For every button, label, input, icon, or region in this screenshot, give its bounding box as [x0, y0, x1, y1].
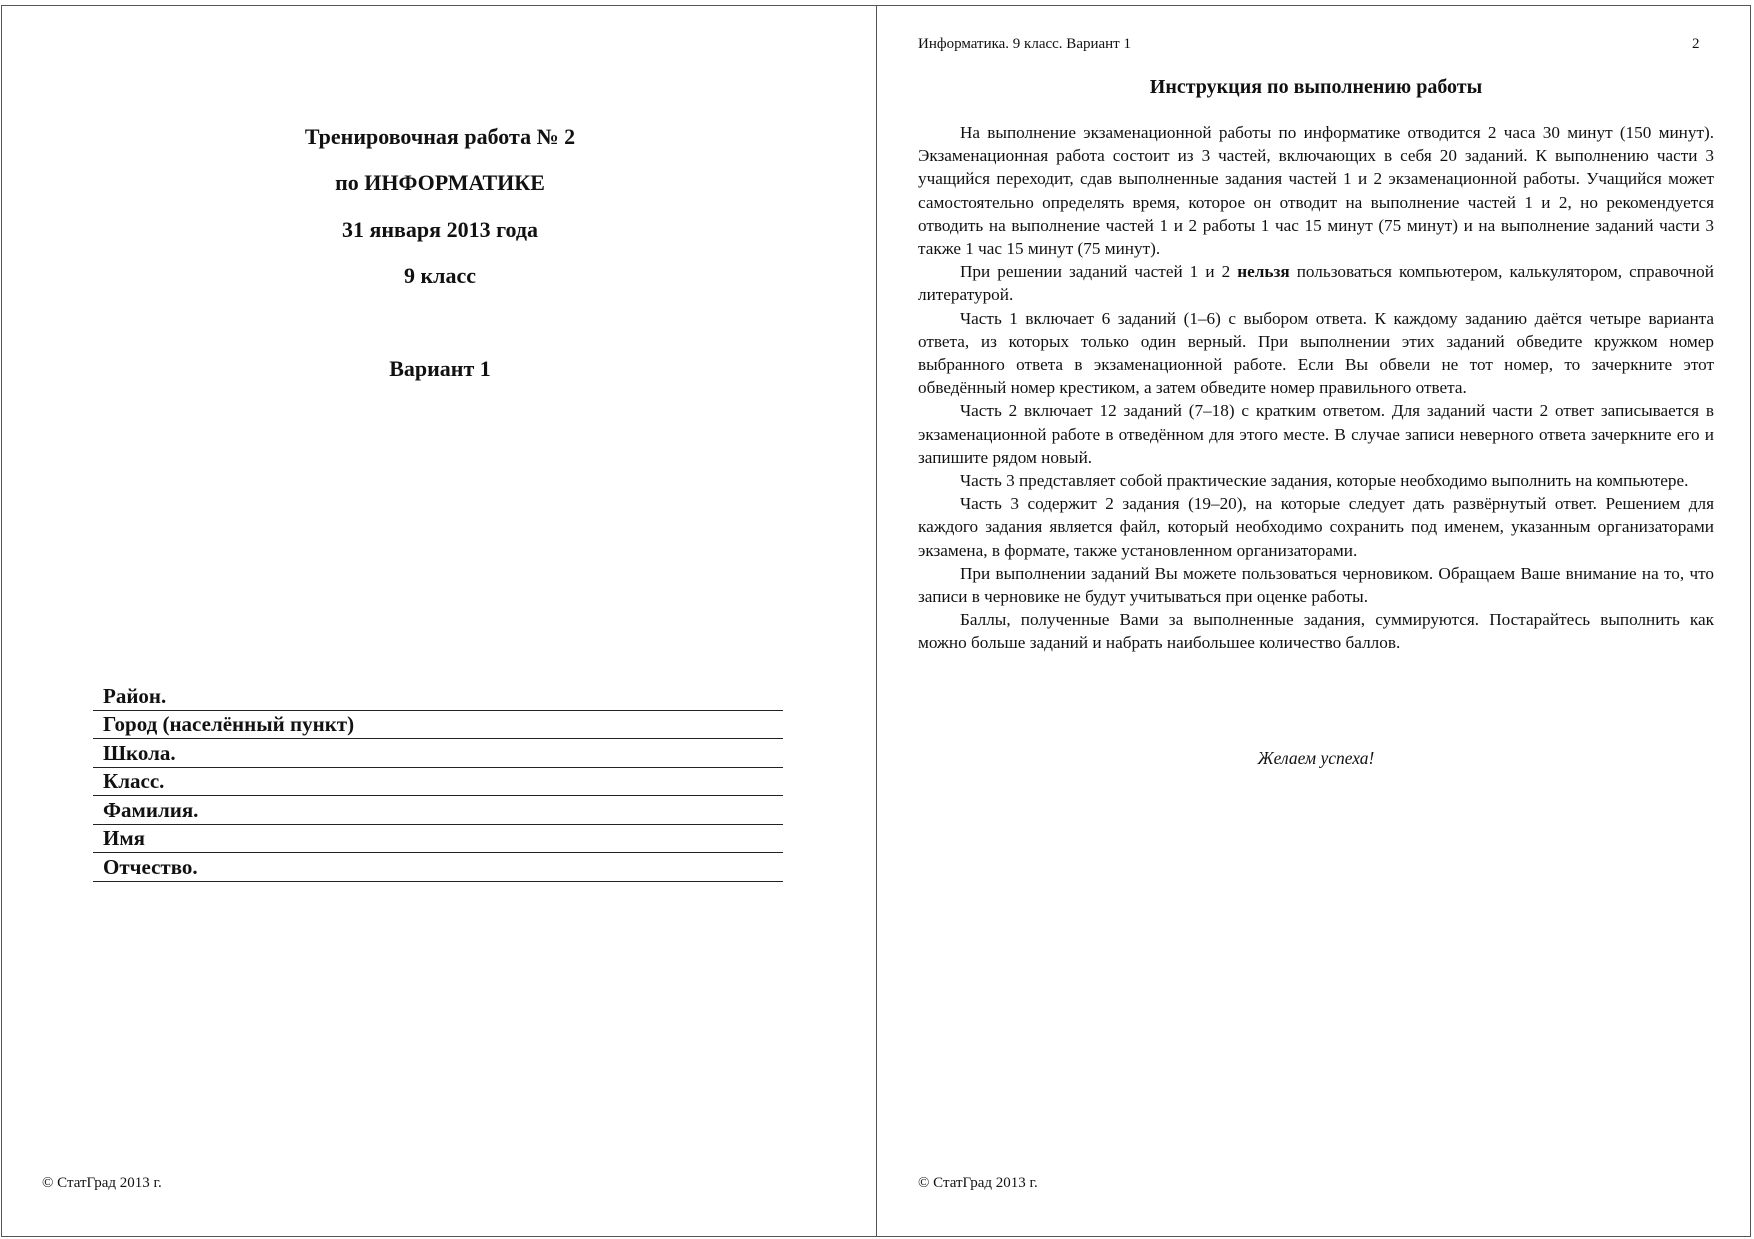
form-label-patronymic: Отчество.	[103, 854, 198, 879]
form-row-district[interactable]	[93, 682, 783, 711]
right-footer-copyright: © СтатГрад 2013 г.	[918, 1175, 1038, 1191]
good-luck-wish: Желаем успеха!	[1257, 748, 1375, 768]
paragraph-restrictions	[918, 260, 1714, 306]
form-row-school[interactable]	[93, 739, 783, 768]
left-footer-copyright: © СтатГрад 2013 г.	[42, 1175, 162, 1191]
form-row-class[interactable]	[93, 768, 783, 797]
p2-bold-word: нельзя	[1237, 262, 1290, 282]
grade-title: 9 класс	[403, 263, 477, 288]
paragraph-draft: При выполнении заданий Вы можете пользоваться черновиком. Обращаем Ваше внимание на то, что записи в черновике не будут учитываться при оценке работы.	[918, 563, 1714, 607]
form-label-surname: Фамилия.	[103, 797, 199, 822]
paragraph-part2: Часть 2 включает 12 заданий (7–18) с кратким ответом. Для заданий части 2 ответ записывается в экзаменационной работе в отведённом для этого месте. В случае записи неверного ответа зачеркните его и запишите рядом новый.	[918, 401, 1714, 467]
page-number: 2	[1692, 36, 1700, 52]
form-label-city: Город (населённый пункт)	[103, 712, 355, 736]
form-row-surname[interactable]	[93, 796, 783, 825]
form-label-district: Район.	[103, 683, 167, 708]
paragraph-part1: Часть 1 включает 6 заданий (1–6) с выбором ответа. К каждому заданию даётся четыре варианта ответа, из которых только один верный. При выполнении этих заданий обведите кружком номер выбранного ответа в экзаменационной работе. Если Вы обвели не тот номер, то зачеркните этот обведённый номер крестиком, а затем обведите номер правильного ответа.	[918, 308, 1714, 398]
paragraph-part3-intro: Часть 3 представляет собой практические задания, которые необходимо выполнить на компьютере.	[960, 471, 1689, 491]
paragraph-scoring: Баллы, полученные Вами за выполненные задания, суммируются. Постарайтесь выполнить как можно больше заданий и набрать наибольшее количество баллов.	[918, 610, 1714, 653]
work-title: Тренировочная работа № 2	[304, 124, 576, 149]
form-row-name[interactable]	[93, 825, 783, 854]
paragraph-duration: На выполнение экзаменационной работы по информатике отводится 2 часа 30 минут (150 минут). Экзаменационная работа состоит из 3 частей, включающих в себя 20 заданий. К выполнению части 3 учащийся переходит, сдав выполненные задания частей 1 и 2 экзаменационной работы. Учащийся может самостоятельно определять время, которое он отводит на выполнение частей 1 и 2, но рекомендуется отводить на выполнение частей 1 и 2 работы 1 час 15 минут (75 минут) и на выполнение заданий части 3 также 1 час 15 минут (75 минут).	[918, 123, 1714, 259]
paragraph-part3-details: Часть 3 содержит 2 задания (19–20), на которые следует дать развёрнутый ответ. Решением для каждого задания является файл, который необходимо сохранить под именем, указанным организаторами экзамена, в формате, также установленном организаторами.	[918, 494, 1714, 560]
student-info-form	[93, 682, 783, 882]
form-label-name: Имя	[103, 826, 145, 850]
date-title: 31 января 2013 года	[341, 217, 539, 242]
p2-text-after: пользоваться компьютером, калькулятором, справочной литературой.	[918, 262, 1714, 305]
p2-text-before: При решении заданий частей 1 и 2	[960, 262, 1238, 282]
page-divider	[876, 5, 877, 1237]
form-row-city[interactable]	[93, 711, 783, 740]
running-header: Информатика. 9 класс. Вариант 1	[918, 36, 1131, 52]
form-label-class: Класс.	[103, 769, 165, 793]
variant-title: Вариант 1	[389, 356, 491, 381]
subject-title: по ИНФОРМАТИКЕ	[335, 170, 545, 195]
instructions-heading: Инструкция по выполнению работы	[1149, 76, 1483, 98]
form-row-patronymic[interactable]	[93, 853, 783, 882]
instructions-body	[918, 121, 1714, 655]
form-label-school: Школа.	[103, 740, 176, 765]
